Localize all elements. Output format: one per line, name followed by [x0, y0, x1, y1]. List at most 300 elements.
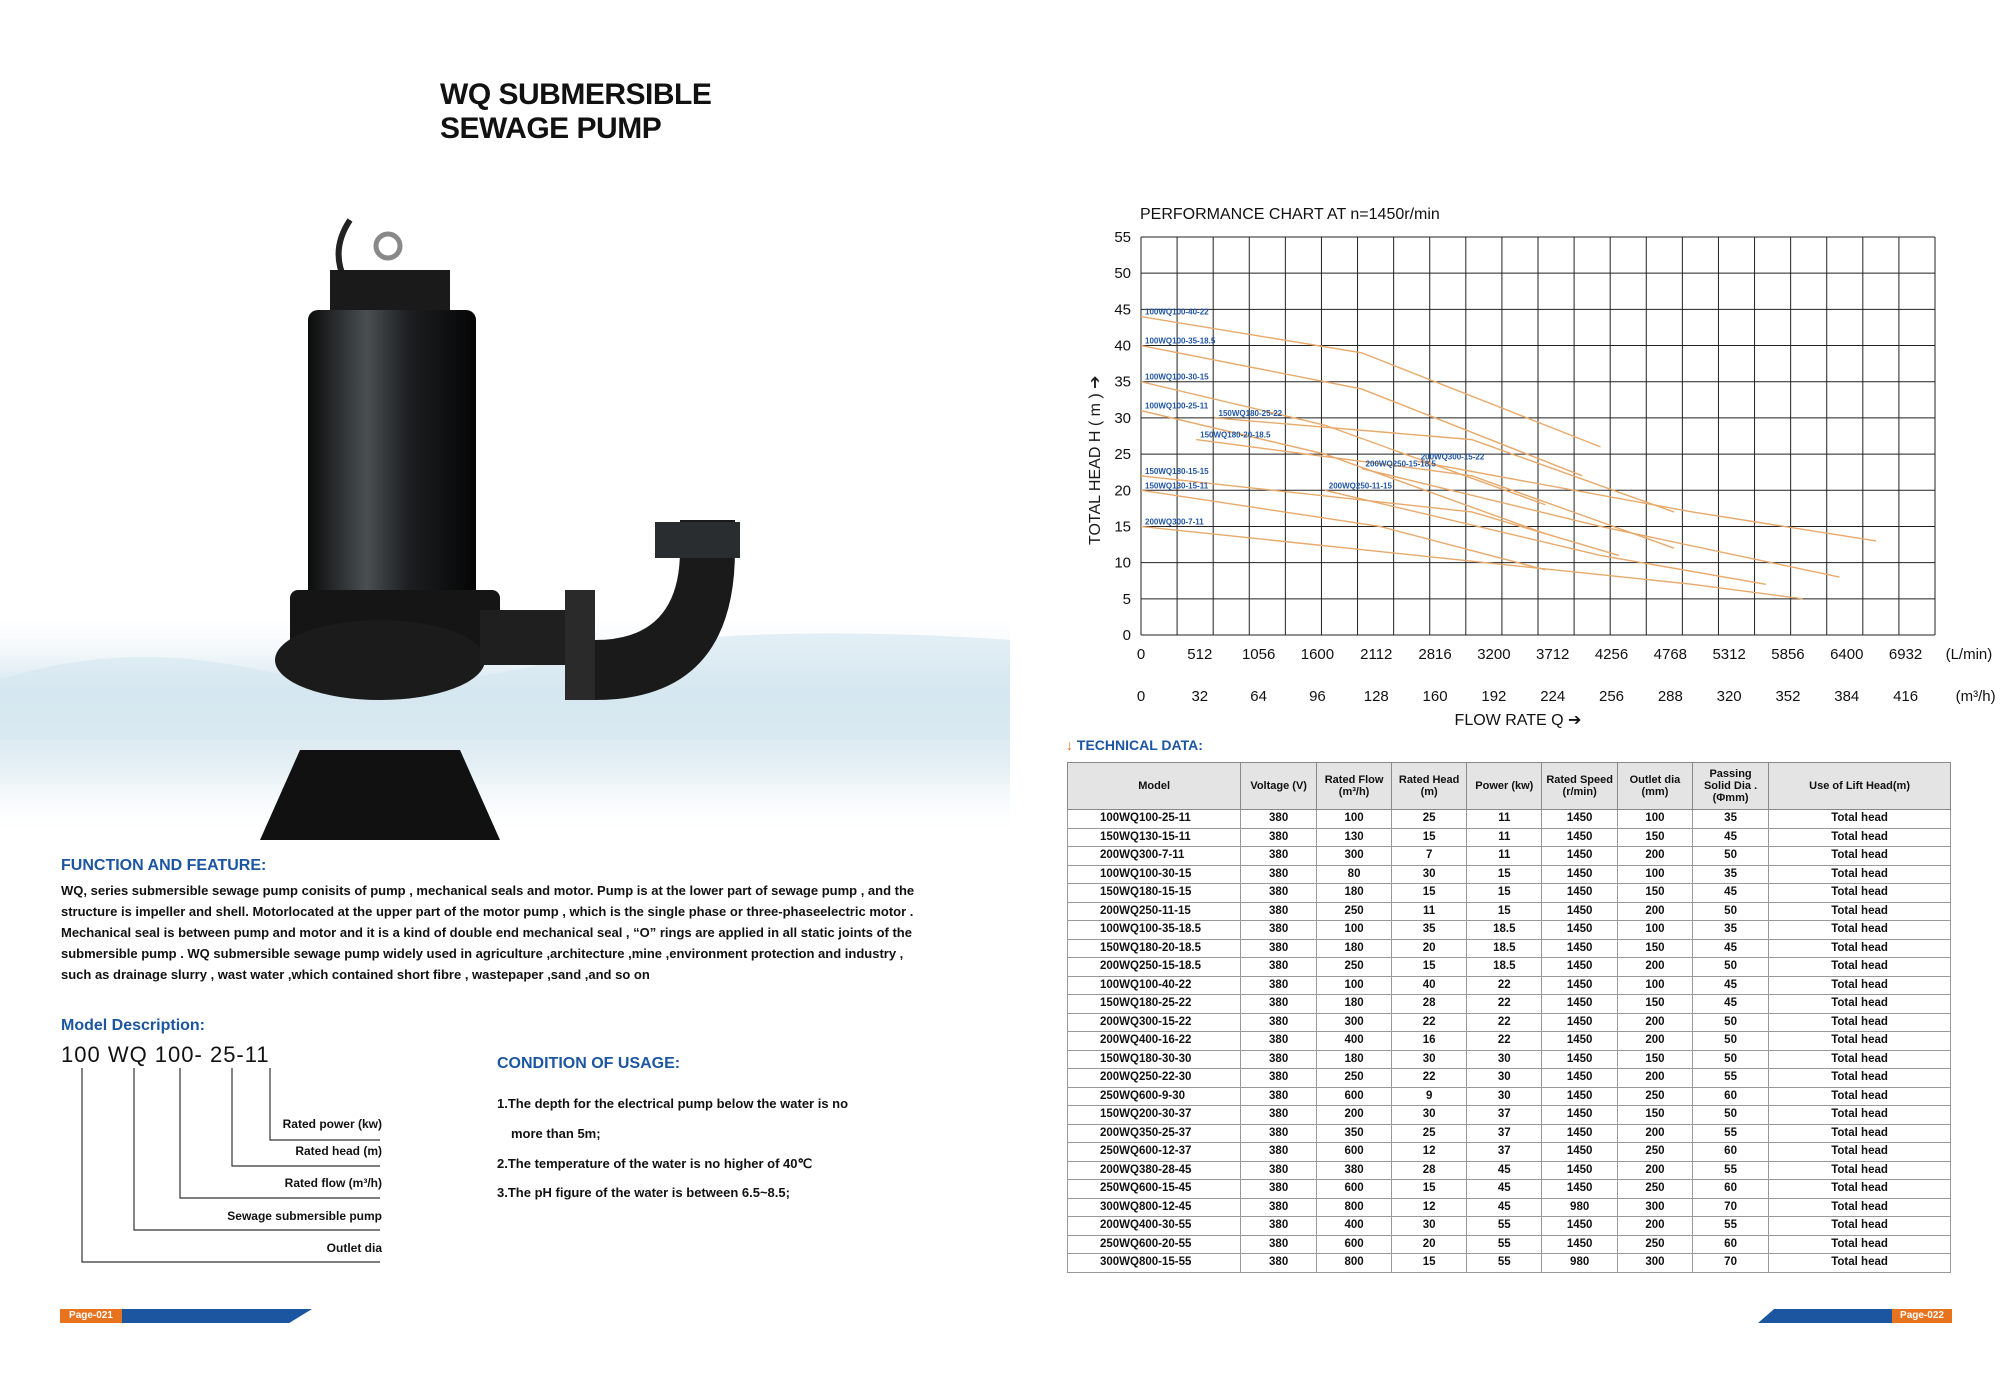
- curve-label: 200WQ300-7-11: [1145, 517, 1204, 527]
- table-cell: 1450: [1542, 1180, 1617, 1199]
- table-cell: 45: [1467, 1180, 1542, 1199]
- tech-heading: [1066, 737, 1203, 753]
- table-cell: 11: [1392, 902, 1467, 921]
- table-cell: 7: [1392, 847, 1467, 866]
- table-cell: 60: [1693, 1180, 1769, 1199]
- table-cell: 250: [1317, 902, 1392, 921]
- x-tick-label-m3h: 96: [1309, 688, 1326, 705]
- md-label-outlet: Outlet dia: [326, 1241, 382, 1255]
- table-cell: 380: [1241, 1235, 1317, 1254]
- table-row: [1068, 1032, 1951, 1051]
- table-header-cell: Model: [1068, 763, 1241, 810]
- table-cell: 380: [1241, 847, 1317, 866]
- x-tick-label-lmin: 2816: [1418, 646, 1452, 663]
- table-cell: 22: [1392, 1069, 1467, 1088]
- performance-curve: [1141, 490, 1545, 570]
- table-cell: 15: [1467, 865, 1542, 884]
- table-cell: 200WQ250-15-18.5: [1068, 958, 1241, 977]
- footer-right: [1758, 1309, 1952, 1323]
- table-cell: 380: [1241, 1050, 1317, 1069]
- table-cell: 22: [1392, 1013, 1467, 1032]
- table-cell: 980: [1542, 1198, 1617, 1217]
- table-cell: 35: [1693, 810, 1769, 829]
- table-cell: 200: [1617, 1032, 1692, 1051]
- table-cell: 12: [1392, 1143, 1467, 1162]
- y-tick-label: 30: [1114, 409, 1131, 427]
- table-header-cell: Passing Solid Dia . (Φmm): [1693, 763, 1769, 810]
- page-title: [440, 78, 711, 146]
- table-header-cell: Rated Flow (m³/h): [1317, 763, 1392, 810]
- table-cell: 250: [1617, 1180, 1692, 1199]
- table-cell: 100WQ100-40-22: [1068, 976, 1241, 995]
- table-header-cell: Rated Head (m): [1392, 763, 1467, 810]
- table-cell: Total head: [1769, 1032, 1951, 1051]
- table-cell: 30: [1392, 1217, 1467, 1236]
- table-cell: 60: [1693, 1087, 1769, 1106]
- table-cell: 380: [1241, 1198, 1317, 1217]
- table-cell: 50: [1693, 1050, 1769, 1069]
- table-cell: 300: [1317, 847, 1392, 866]
- table-cell: 200WQ400-16-22: [1068, 1032, 1241, 1051]
- x-tick-label-lmin: 4768: [1653, 646, 1688, 663]
- table-cell: 45: [1693, 884, 1769, 903]
- table-row: [1068, 1254, 1951, 1273]
- table-cell: 45: [1693, 976, 1769, 995]
- table-header-row: [1068, 763, 1951, 810]
- table-cell: 35: [1693, 921, 1769, 940]
- x-tick-label-lmin: 0: [1136, 646, 1146, 663]
- footer-left: [60, 1309, 260, 1323]
- curve-label: 200WQ250-15-18.5: [1365, 459, 1436, 469]
- x-tick-label-m3h: 0: [1136, 688, 1146, 705]
- table-cell: Total head: [1769, 1217, 1951, 1236]
- table-cell: 380: [1241, 976, 1317, 995]
- table-cell: 1450: [1542, 884, 1617, 903]
- table-cell: 250: [1617, 1087, 1692, 1106]
- table-cell: 150WQ180-25-22: [1068, 995, 1241, 1014]
- table-cell: 200: [1617, 1013, 1692, 1032]
- page-number-left: Page-021: [60, 1309, 122, 1323]
- y-tick-label: 50: [1114, 265, 1131, 283]
- table-cell: 100: [1617, 976, 1692, 995]
- table-cell: 20: [1392, 939, 1467, 958]
- x-tick-label-lmin: 3200: [1477, 646, 1511, 663]
- table-cell: 200WQ300-7-11: [1068, 847, 1241, 866]
- table-cell: 1450: [1542, 995, 1617, 1014]
- x-tick-label-lmin: 6400: [1830, 646, 1864, 663]
- x-tick-label-lmin: 4256: [1594, 646, 1629, 663]
- footer-bar-right: [1758, 1309, 1892, 1323]
- table-cell: 22: [1467, 976, 1542, 995]
- table-cell: 50: [1693, 902, 1769, 921]
- table-cell: 1450: [1542, 1013, 1617, 1032]
- performance-chart: [1085, 225, 1996, 745]
- curve-label: 150WQ130-15-11: [1145, 481, 1209, 491]
- table-row: [1068, 865, 1951, 884]
- table-cell: 37: [1467, 1124, 1542, 1143]
- table-cell: Total head: [1769, 902, 1951, 921]
- table-cell: 9: [1392, 1087, 1467, 1106]
- title-line-2: SEWAGE PUMP: [440, 112, 662, 145]
- y-tick-label: 45: [1114, 301, 1131, 319]
- x-tick-label-m3h: 224: [1540, 688, 1566, 705]
- x-tick-label-m3h: 64: [1250, 688, 1267, 705]
- table-cell: Total head: [1769, 995, 1951, 1014]
- table-cell: 380: [1241, 902, 1317, 921]
- table-cell: Total head: [1769, 1198, 1951, 1217]
- table-cell: 100WQ100-30-15: [1068, 865, 1241, 884]
- table-cell: 60: [1693, 1143, 1769, 1162]
- table-cell: 250WQ600-12-37: [1068, 1143, 1241, 1162]
- table-cell: 1450: [1542, 847, 1617, 866]
- table-cell: 50: [1693, 1106, 1769, 1125]
- table-cell: 100: [1617, 921, 1692, 940]
- table-cell: 1450: [1542, 976, 1617, 995]
- table-cell: 22: [1467, 1013, 1542, 1032]
- table-cell: 11: [1467, 810, 1542, 829]
- table-cell: 200WQ380-28-45: [1068, 1161, 1241, 1180]
- y-tick-label: 0: [1122, 627, 1131, 644]
- table-cell: 150: [1617, 884, 1692, 903]
- table-cell: 300WQ800-12-45: [1068, 1198, 1241, 1217]
- table-row: [1068, 921, 1951, 940]
- table-cell: 70: [1693, 1254, 1769, 1273]
- table-cell: 55: [1693, 1217, 1769, 1236]
- function-line: submersible pump . WQ submersible sewage pump widely used in agriculture ,architecture ,mine ,environment protection and industry ,: [61, 946, 904, 961]
- table-cell: 40: [1392, 976, 1467, 995]
- table-cell: 150WQ200-30-37: [1068, 1106, 1241, 1125]
- table-row: [1068, 976, 1951, 995]
- table-cell: 12: [1392, 1198, 1467, 1217]
- table-cell: Total head: [1769, 1013, 1951, 1032]
- table-cell: 380: [1241, 1180, 1317, 1199]
- curve-label: 100WQ100-35-18.5: [1145, 336, 1216, 346]
- table-cell: 100WQ100-35-18.5: [1068, 921, 1241, 940]
- table-cell: 250WQ600-15-45: [1068, 1180, 1241, 1199]
- table-cell: Total head: [1769, 1180, 1951, 1199]
- table-cell: 200: [1617, 958, 1692, 977]
- table-cell: 380: [1241, 1124, 1317, 1143]
- table-cell: 150: [1617, 939, 1692, 958]
- table-row: [1068, 902, 1951, 921]
- table-cell: 11: [1467, 828, 1542, 847]
- table-cell: 200WQ250-11-15: [1068, 902, 1241, 921]
- table-cell: 380: [1241, 1032, 1317, 1051]
- table-cell: 45: [1693, 995, 1769, 1014]
- table-cell: 600: [1317, 1235, 1392, 1254]
- table-row: [1068, 939, 1951, 958]
- table-cell: 600: [1317, 1143, 1392, 1162]
- x-tick-label-lmin: 6932: [1888, 646, 1923, 663]
- function-line: WQ, series submersible sewage pump conisits of pump , mechanical seals and motor. Pump is at the lower part of sewage pump , and the: [61, 883, 915, 898]
- table-cell: 980: [1542, 1254, 1617, 1273]
- table-cell: 15: [1467, 884, 1542, 903]
- table-cell: 35: [1392, 921, 1467, 940]
- table-cell: 50: [1693, 1013, 1769, 1032]
- table-cell: 55: [1693, 1069, 1769, 1088]
- x-tick-label-lmin: 1056: [1241, 646, 1276, 663]
- table-cell: 1450: [1542, 1143, 1617, 1162]
- chart-y-label-text: TOTAL HEAD H ( m ): [1087, 393, 1104, 545]
- technical-data-table: [1067, 762, 1951, 1273]
- table-cell: 380: [1241, 958, 1317, 977]
- x-tick-label-lmin: 512: [1187, 646, 1213, 663]
- table-cell: 380: [1241, 1254, 1317, 1273]
- table-cell: Total head: [1769, 921, 1951, 940]
- y-tick-label: 35: [1114, 373, 1131, 391]
- table-cell: 400: [1317, 1217, 1392, 1236]
- table-cell: 18.5: [1467, 939, 1542, 958]
- footer-bar-left: [122, 1309, 312, 1323]
- function-text: [61, 880, 961, 985]
- table-row: [1068, 884, 1951, 903]
- curve-label: 200WQ300-15-22: [1420, 452, 1485, 462]
- x-tick-label-m3h: 352: [1775, 688, 1801, 705]
- table-cell: 15: [1392, 1254, 1467, 1273]
- table-cell: 15: [1467, 902, 1542, 921]
- table-cell: Total head: [1769, 1069, 1951, 1088]
- table-cell: 28: [1392, 995, 1467, 1014]
- table-cell: 1450: [1542, 865, 1617, 884]
- md-label-type: Sewage submersible pump: [227, 1209, 382, 1223]
- table-cell: 1450: [1542, 1087, 1617, 1106]
- table-cell: 600: [1317, 1087, 1392, 1106]
- table-cell: 1450: [1542, 902, 1617, 921]
- x-tick-label-lmin: 2112: [1360, 646, 1393, 663]
- table-row: [1068, 995, 1951, 1014]
- table-cell: 25: [1392, 810, 1467, 829]
- tech-heading-text: TECHNICAL DATA:: [1076, 737, 1203, 753]
- table-cell: 100: [1317, 921, 1392, 940]
- table-cell: 380: [1317, 1161, 1392, 1180]
- table-cell: 380: [1241, 1087, 1317, 1106]
- curve-label: 100WQ100-30-15: [1145, 372, 1209, 382]
- table-header-cell: Outlet dia (mm): [1617, 763, 1692, 810]
- x-tick-label-m3h: 320: [1716, 688, 1742, 705]
- table-row: [1068, 1161, 1951, 1180]
- table-cell: 15: [1392, 958, 1467, 977]
- x-tick-label-m3h: 128: [1363, 688, 1389, 705]
- x-tick-label-lmin: 1600: [1300, 646, 1335, 663]
- curve-label: 100WQ100-40-22: [1145, 307, 1209, 317]
- table-cell: 30: [1467, 1087, 1542, 1106]
- table-cell: Total head: [1769, 1143, 1951, 1162]
- table-cell: 1450: [1542, 1124, 1617, 1143]
- md-label-head: Rated head (m): [295, 1144, 382, 1158]
- table-cell: 37: [1467, 1106, 1542, 1125]
- table-row: [1068, 1124, 1951, 1143]
- table-row: [1068, 1235, 1951, 1254]
- table-cell: 22: [1467, 1032, 1542, 1051]
- table-cell: 150: [1617, 995, 1692, 1014]
- table-cell: 45: [1467, 1198, 1542, 1217]
- model-desc-heading: Model Description:: [61, 1017, 206, 1034]
- table-cell: 22: [1467, 995, 1542, 1014]
- table-cell: 180: [1317, 884, 1392, 903]
- table-cell: 16: [1392, 1032, 1467, 1051]
- table-cell: 180: [1317, 939, 1392, 958]
- pump-photo: [0, 220, 1010, 840]
- table-cell: 1450: [1542, 958, 1617, 977]
- table-row: [1068, 847, 1951, 866]
- table-cell: 200WQ250-22-30: [1068, 1069, 1241, 1088]
- table-cell: 30: [1392, 1050, 1467, 1069]
- table-cell: 200: [1617, 1124, 1692, 1143]
- table-cell: 150WQ180-15-15: [1068, 884, 1241, 903]
- table-cell: Total head: [1769, 828, 1951, 847]
- y-tick-label: 55: [1114, 229, 1131, 246]
- table-cell: 1450: [1542, 1069, 1617, 1088]
- table-cell: 800: [1317, 1198, 1392, 1217]
- table-cell: 1450: [1542, 1235, 1617, 1254]
- table-cell: Total head: [1769, 939, 1951, 958]
- x-tick-label-m3h: 32: [1191, 688, 1209, 705]
- table-row: [1068, 1050, 1951, 1069]
- table-cell: 250: [1617, 1235, 1692, 1254]
- table-cell: 380: [1241, 1069, 1317, 1088]
- table-cell: 50: [1693, 1032, 1769, 1051]
- table-cell: 20: [1392, 1235, 1467, 1254]
- table-cell: 180: [1317, 995, 1392, 1014]
- table-cell: 380: [1241, 865, 1317, 884]
- table-row: [1068, 1069, 1951, 1088]
- table-cell: 30: [1467, 1069, 1542, 1088]
- table-cell: 1450: [1542, 1050, 1617, 1069]
- table-cell: 130: [1317, 828, 1392, 847]
- table-header-cell: Voltage (V): [1241, 763, 1317, 810]
- table-cell: Total head: [1769, 810, 1951, 829]
- table-cell: 380: [1241, 828, 1317, 847]
- table-cell: Total head: [1769, 976, 1951, 995]
- chart-y-label: TOTAL HEAD H ( m ) ➔: [1087, 375, 1104, 545]
- chart-title: PERFORMANCE CHART AT n=1450r/min: [1140, 206, 1440, 223]
- table-cell: Total head: [1769, 884, 1951, 903]
- condition-item: more than 5m;: [511, 1126, 601, 1141]
- table-cell: 1450: [1542, 1106, 1617, 1125]
- x-tick-label-m3h: 384: [1834, 688, 1860, 705]
- curve-label: 150WQ180-20-18.5: [1200, 430, 1271, 440]
- table-row: [1068, 1180, 1951, 1199]
- table-cell: 100: [1317, 810, 1392, 829]
- condition-item: 2.The temperature of the water is no higher of 40℃: [497, 1156, 813, 1171]
- table-cell: 60: [1693, 1235, 1769, 1254]
- model-desc-leaders: [60, 1068, 390, 1268]
- function-line: Mechanical seal is between pump and motor and it is a kind of double end mechanical seal , “O” rings are applied in all static joints of the: [61, 925, 912, 940]
- table-cell: 300: [1617, 1198, 1692, 1217]
- table-cell: 45: [1693, 939, 1769, 958]
- y-tick-label: 15: [1114, 518, 1131, 536]
- function-line: such as drainage slurry , wast water ,which contained short fibre , wastepaper ,sand ,and so on: [61, 967, 650, 982]
- table-cell: Total head: [1769, 865, 1951, 884]
- table-cell: 200: [1617, 1217, 1692, 1236]
- curve-label: 100WQ100-25-11: [1145, 401, 1209, 411]
- table-cell: 1450: [1542, 1161, 1617, 1180]
- table-cell: 180: [1317, 1050, 1392, 1069]
- md-label-power: Rated power (kw): [282, 1117, 382, 1131]
- table-cell: 55: [1467, 1254, 1542, 1273]
- table-cell: Total head: [1769, 1087, 1951, 1106]
- arrow-down-icon: ↓: [1066, 737, 1073, 753]
- table-cell: 100: [1617, 810, 1692, 829]
- table-cell: 45: [1693, 828, 1769, 847]
- table-cell: 1450: [1542, 828, 1617, 847]
- table-cell: 200: [1617, 902, 1692, 921]
- table-cell: 55: [1467, 1217, 1542, 1236]
- table-cell: 300: [1317, 1013, 1392, 1032]
- table-cell: 380: [1241, 995, 1317, 1014]
- table-cell: 150: [1617, 828, 1692, 847]
- table-row: [1068, 1106, 1951, 1125]
- function-line: structure is impeller and shell. Motorlocated at the upper part of the motor pump , which is the single phase or three-phaseelectric motor .: [61, 904, 914, 919]
- table-cell: 250: [1317, 958, 1392, 977]
- table-cell: 80: [1317, 865, 1392, 884]
- table-cell: 300WQ800-15-55: [1068, 1254, 1241, 1273]
- table-cell: 380: [1241, 1013, 1317, 1032]
- table-row: [1068, 1013, 1951, 1032]
- table-cell: 1450: [1542, 1217, 1617, 1236]
- table-cell: 100: [1317, 976, 1392, 995]
- x-axis-label: FLOW RATE Q ➔: [1454, 712, 1582, 729]
- x-tick-label-m3h: 256: [1599, 688, 1625, 705]
- x-tick-label-lmin: 5312: [1712, 646, 1746, 663]
- y-tick-label: 25: [1114, 446, 1131, 464]
- table-cell: Total head: [1769, 1050, 1951, 1069]
- table-cell: 25: [1392, 1124, 1467, 1143]
- table-cell: 55: [1467, 1235, 1542, 1254]
- table-cell: 28: [1392, 1161, 1467, 1180]
- table-cell: 18.5: [1467, 958, 1542, 977]
- condition-heading: CONDITION OF USAGE:: [497, 1055, 681, 1072]
- table-cell: 45: [1467, 1161, 1542, 1180]
- table-cell: 1450: [1542, 921, 1617, 940]
- table-row: [1068, 1143, 1951, 1162]
- x-tick-label-lmin: 5856: [1771, 646, 1805, 663]
- table-cell: 200: [1317, 1106, 1392, 1125]
- curve-label: 150WQ180-15-15: [1145, 466, 1209, 476]
- table-cell: Total head: [1769, 1254, 1951, 1273]
- table-cell: 400: [1317, 1032, 1392, 1051]
- y-tick-label: 10: [1114, 554, 1131, 572]
- condition-item: 3.The pH figure of the water is between 6.5~8.5;: [497, 1185, 790, 1200]
- table-cell: 100WQ100-25-11: [1068, 810, 1241, 829]
- table-cell: 600: [1317, 1180, 1392, 1199]
- table-row: [1068, 1087, 1951, 1106]
- table-cell: Total head: [1769, 1161, 1951, 1180]
- table-cell: 250: [1317, 1069, 1392, 1088]
- table-cell: 350: [1317, 1124, 1392, 1143]
- table-cell: 15: [1392, 1180, 1467, 1199]
- table-cell: 150WQ130-15-11: [1068, 828, 1241, 847]
- table-cell: 380: [1241, 810, 1317, 829]
- x-tick-label-m3h: 416: [1893, 688, 1919, 705]
- table-cell: 55: [1693, 1161, 1769, 1180]
- table-cell: 200WQ300-15-22: [1068, 1013, 1241, 1032]
- x-tick-label-m3h: 192: [1481, 688, 1507, 705]
- table-cell: 1450: [1542, 1032, 1617, 1051]
- table-cell: 300: [1617, 1254, 1692, 1273]
- table-cell: 50: [1693, 958, 1769, 977]
- table-cell: 380: [1241, 1161, 1317, 1180]
- page-number-right: Page-022: [1892, 1309, 1952, 1323]
- table-header-cell: Rated Speed (r/min): [1542, 763, 1617, 810]
- table-cell: 30: [1392, 1106, 1467, 1125]
- table-cell: 1450: [1542, 939, 1617, 958]
- md-label-flow: Rated flow (m³/h): [284, 1176, 382, 1190]
- table-cell: 380: [1241, 1143, 1317, 1162]
- table-cell: 150WQ180-30-30: [1068, 1050, 1241, 1069]
- table-cell: Total head: [1769, 1124, 1951, 1143]
- table-cell: 200WQ400-30-55: [1068, 1217, 1241, 1236]
